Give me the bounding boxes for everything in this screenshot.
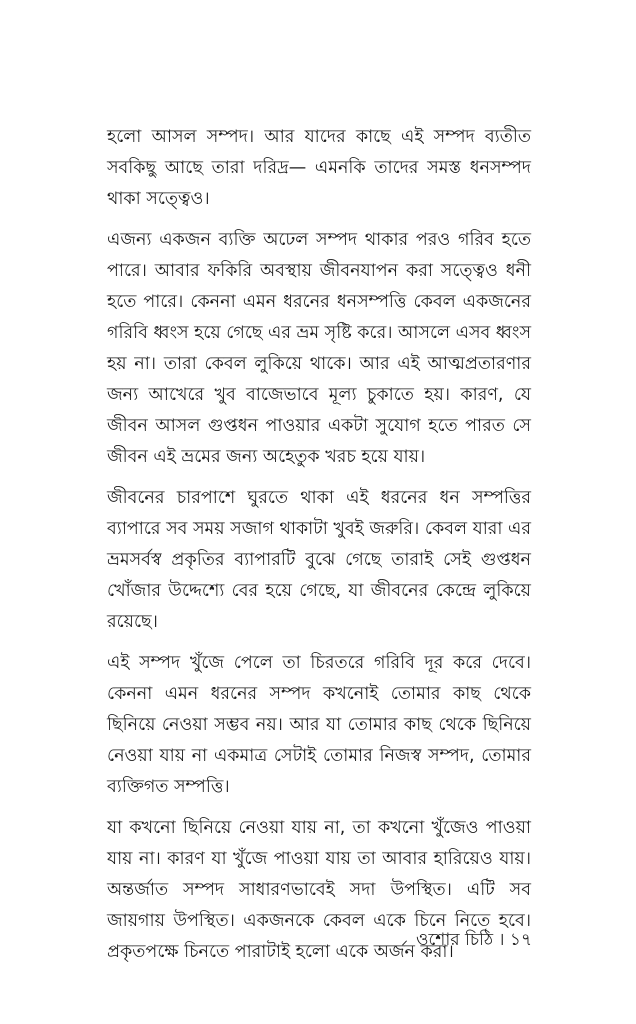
paragraph-5: যা কখনো ছিনিয়ে নেওয়া যায় না, তা কখনো খুঁজেও পাওয়া যায় না। কারণ যা খুঁজে পাওয়া যায় তা আবার হারিয়েও যায়। অন্তর্জাত সম্পদ সাধারণভাবেই সদা উপস্থিত। এটি সব জায়গায় উপস্থিত। একজনকে কেবল একে চিনে নিতে হবে। প্রকৃতপক্ষে চিনতে পারাটাই হলো একে অর্জন করা। [107,818,531,962]
paragraph-3: জীবনের চারপাশে ঘুরতে থাকা এই ধরনের ধন সম্পত্তির ব্যাপারে সব সময় সজাগ থাকাটা খুবই জরুরি। কেবল যারা এর ভ্রমসর্বস্ব প্রকৃতির ব্যাপারটি বুঝে গেছে তারাই সেই গুপ্তধন খোঁজার উদ্দেশ্যে বের হয়ে গেছে, যা জীবনের কেন্দ্রে লুকিয়ে রয়েছে। [107,488,531,632]
page-footer-running-title: ওশোর চিঠি । ১৭ [415,930,532,950]
paragraph-1: হলো আসল সম্পদ। আর যাদের কাছে এই সম্পদ ব্যতীত সবকিছু আছে তারা দরিদ্র— এমনকি তাদের সমস্ত ধনসম্পদ থাকা সত্ত্বেও। [107,127,531,209]
paragraph-2: এজন্য একজন ব্যক্তি অঢেল সম্পদ থাকার পরও গরিব হতে পারে। আবার ফকিরি অবস্থায় জীবনযাপন করা সত্ত্বেও ধনী হতে পারে। কেননা এমন ধরনের ধনসম্পত্তি কেবল একজনের গরিবি ধ্বংস হয়ে গেছে এর ভ্রম সৃষ্টি করে। আসলে এসব ধ্বংস হয় না। তারা কেবল লুকিয়ে থাকে। আর এই আত্মপ্রতারণার জন্য আখেরে খুব বাজেভাবে মূল্য চুকাতে হয়। কারণ, যে জীবন আসল গুপ্তধন পাওয়ার একটা সুযোগ হতে পারত সে জীবন এই ভ্রমের জন্য অহেতুক খরচ হয়ে যায়। [107,230,532,467]
paragraph-4: এই সম্পদ খুঁজে পেলে তা চিরতরে গরিবি দূর করে দেবে। কেননা এমন ধরনের সম্পদ কখনোই তোমার কাছ থেকে ছিনিয়ে নেওয়া সম্ভব নয়। আর যা তোমার কাছ থেকে ছিনিয়ে নেওয়া যায় না একমাত্র সেটাই তোমার নিজস্ব সম্পদ, তোমার ব্যক্তিগত সম্পত্তি। [107,653,531,797]
page-body [107,122,531,978]
